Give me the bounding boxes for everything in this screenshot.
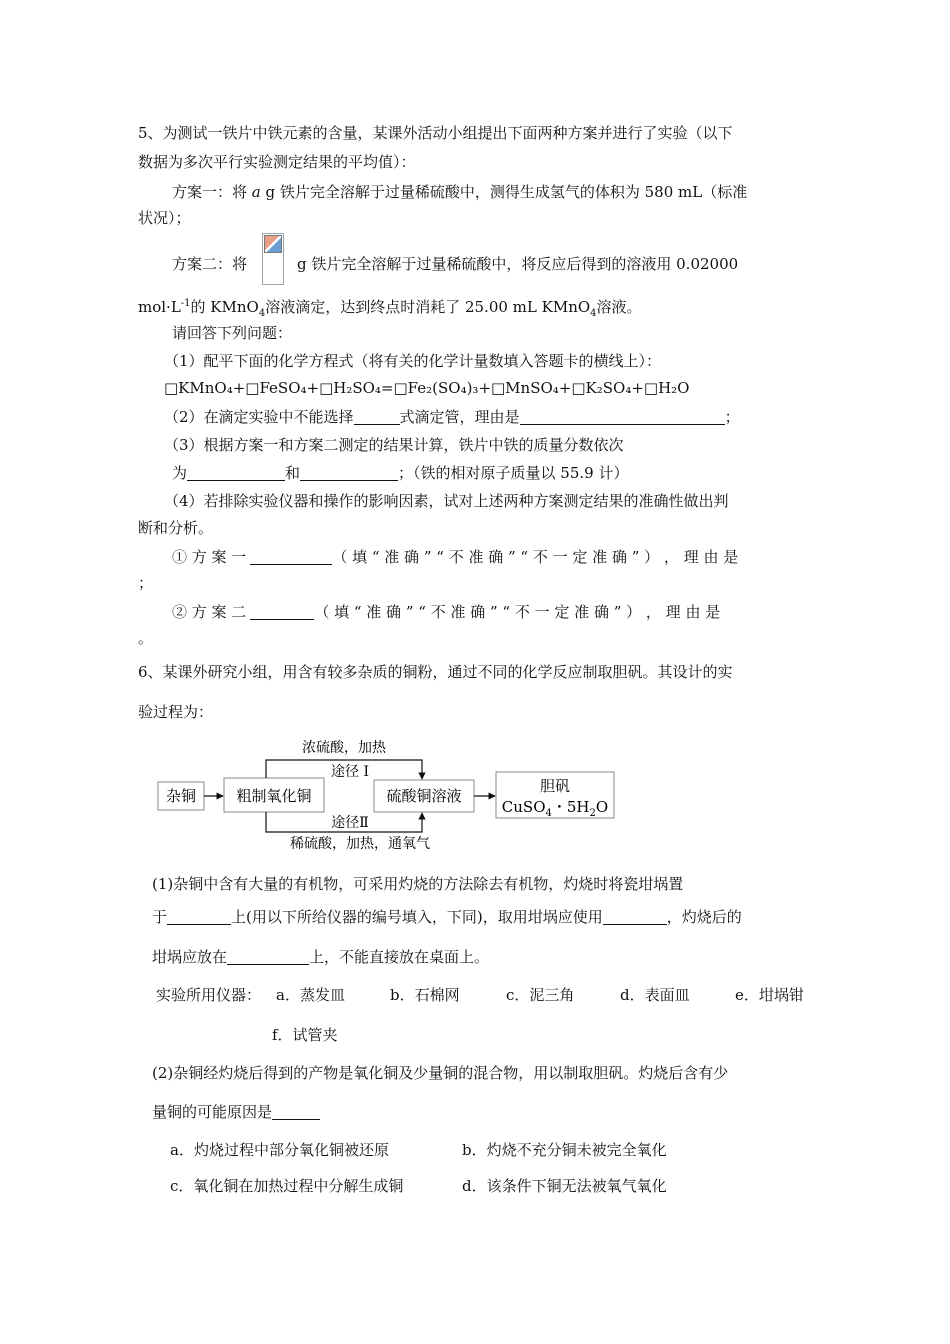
plan1-label: ① 方 案 一: [172, 548, 247, 566]
part3-text-d: ；（铁的相对原子质量以 55.9 计）: [398, 464, 629, 482]
q6-line1: 6、某课外研究小组，用含有较多杂质的铜粉，通过不同的化学反应制取胆矾。其设计的实: [138, 663, 733, 681]
q5-plan1-cont: 状况）；: [138, 209, 191, 227]
q5-line2: 数据为多次平行实验测定结果的平均值）：: [138, 153, 416, 171]
instrument-b: b．石棉网: [390, 986, 460, 1004]
part2-text-c: ；: [724, 408, 740, 426]
q5-part4-a: （4）若排除实验仪器和操作的影响因素，试对上述两种方案测定结果的准确性做出判: [164, 492, 729, 510]
plan1-text-a: 方案一：将: [172, 183, 252, 201]
q5-part4-plan1: [172, 546, 738, 568]
plan2-label: ② 方 案 二: [172, 603, 247, 621]
sub1-text-b3: ，灼烧后的: [666, 908, 742, 926]
route2-label: 途径Ⅱ: [331, 815, 369, 831]
answer-blank-plan2[interactable]: [250, 603, 314, 620]
part2-text-b: 式滴定管，理由是: [399, 408, 520, 426]
box-cuso4-solution-label: 硫酸铜溶液: [386, 787, 462, 805]
q5-plan2-b: g 铁片完全溶解于过量稀硫酸中，将反应后得到的溶液用 0.02000: [297, 255, 739, 273]
option-a: a．灼烧过程中部分氧化铜被还原: [170, 1141, 389, 1159]
answer-blank-fraction2[interactable]: [300, 464, 398, 481]
sub1-text-b2: 上(用以下所给仪器的编号填入，下同)，取用坩埚应使用: [231, 908, 603, 926]
sub2-text-b: 量铜的可能原因是: [152, 1103, 273, 1121]
plan2-options: （ 填 “ 准 确 ” “ 不 准 确 ” “ 不 一 定 准 确 ” ） ， 理 由 是: [314, 603, 721, 621]
q5-part4-plan2: [172, 601, 720, 623]
q6-sub1-c: [152, 946, 489, 968]
q5-equation: □KMnO₄+□FeSO₄+□H₂SO₄=□Fe₂(SO₄)₃+□MnSO₄+□K₂SO₄+□H₂O: [164, 379, 690, 397]
box-blue-vitriol-formula: CuSO$_4$・$5H_2O$: [501, 798, 609, 819]
text-mol-l: mol·L: [138, 298, 181, 316]
q5-part4-b: 断和分析。: [138, 519, 214, 537]
answer-blank-holder[interactable]: [167, 908, 231, 925]
part3-text-b: 为: [172, 464, 188, 482]
plan1-text-b: g 铁片完全溶解于过量稀硫酸中，测得生成氢气的体积为 580 mL（标准: [260, 183, 748, 201]
instrument-c: c．泥三角: [506, 986, 575, 1004]
broken-image-icon: [262, 233, 284, 285]
instruments-label: 实验所用仪器：: [156, 986, 262, 1004]
answer-blank-place[interactable]: [227, 948, 309, 965]
part3-text-c: 和: [285, 464, 301, 482]
q5-part3-b: [172, 462, 628, 484]
part2-text-a: （2）在滴定实验中不能选择: [164, 408, 354, 426]
instrument-f: f．试管夹: [272, 1026, 338, 1044]
q5-part1: （1）配平下面的化学方程式（将有关的化学计量数填入答题卡的横线上）：: [164, 352, 662, 370]
answer-blank-buret[interactable]: [354, 408, 400, 425]
q6-sub2-a: (2)杂铜经灼烧后得到的产物是氧化铜及少量铜的混合物，用以制取胆矾。灼烧后含有少: [152, 1064, 729, 1082]
q6-sub2-b: [152, 1101, 320, 1123]
q6-line2: 验过程为：: [138, 703, 214, 721]
q5-part2: [164, 406, 740, 428]
text-solution: 溶液。: [596, 298, 642, 316]
route2-reagent: 稀硫酸，加热，通氧气: [290, 836, 430, 852]
q5-ask: 请回答下列问题：: [172, 324, 293, 342]
instrument-d: d．表面皿: [620, 986, 690, 1004]
option-c: c．氧化铜在加热过程中分解生成铜: [170, 1177, 404, 1195]
sub-four: 4: [258, 308, 266, 319]
sup-minus-one: -1: [180, 298, 191, 309]
q5-plan1-line: [172, 181, 747, 203]
q6-sub1-a: (1)杂铜中含有大量的有机物，可采用灼烧的方法除去有机物，灼烧时将瓷坩埚置: [152, 875, 684, 893]
plan1-var: a: [251, 183, 261, 201]
option-d: d．该条件下铜无法被氧气氧化: [462, 1177, 667, 1195]
box-crude-copper-label: 杂铜: [165, 787, 197, 805]
answer-blank-reason[interactable]: [520, 408, 725, 425]
instrument-a: a．蒸发皿: [276, 986, 345, 1004]
q6-sub1-b: [152, 906, 742, 928]
q5-part3-a: （3）根据方案一和方案二测定的结果计算，铁片中铁的质量分数依次: [164, 436, 624, 454]
q5-plan2-cont: [138, 293, 642, 325]
route1-reagent: 浓硫酸，加热: [302, 740, 386, 756]
sub-four-b: 4: [590, 308, 597, 319]
box-crude-cuo-label: 粗制氧化铜: [236, 787, 312, 805]
box-blue-vitriol-label: 胆矾: [539, 777, 571, 795]
text-kmno4: 的 KMnO: [190, 298, 259, 316]
text-titration: 溶液滴定，达到终点时消耗了 25.00 mL KMnO: [265, 298, 591, 316]
answer-blank-plan1[interactable]: [250, 548, 332, 565]
option-b: b．灼烧不充分铜未被完全氧化: [462, 1141, 667, 1159]
answer-blank-fraction1[interactable]: [187, 464, 285, 481]
q5-part4-plan2-end: 。: [138, 629, 154, 647]
sub1-text-c2: 上，不能直接放在桌面上。: [309, 948, 490, 966]
flow-diagram: [150, 732, 630, 852]
answer-blank-reason-cu[interactable]: [272, 1103, 320, 1120]
route1-label: 途径 I: [331, 764, 369, 780]
answer-blank-tongs[interactable]: [603, 908, 667, 925]
q5-plan2-a: 方案二：将: [172, 255, 248, 273]
sub1-text-b1: 于: [152, 908, 168, 926]
sub1-text-c1: 坩埚应放在: [152, 948, 228, 966]
instrument-e: e．坩埚钳: [735, 986, 804, 1004]
q5-part4-plan1-end: ；: [138, 574, 154, 592]
plan1-options: （ 填 “ 准 确 ” “ 不 准 确 ” “ 不 一 定 准 确 ” ） ， 理 由 是: [332, 548, 739, 566]
q5-line1: 5、为测试一铁片中铁元素的含量，某课外活动小组提出下面两种方案并进行了实验（以下: [138, 124, 733, 142]
